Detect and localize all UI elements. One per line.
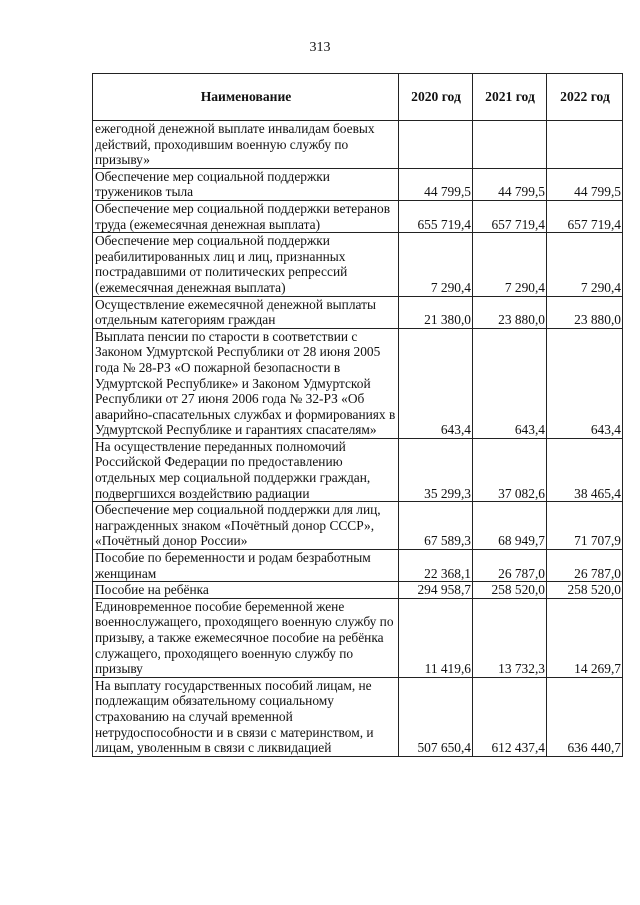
- value-2021: 37 082,6: [473, 438, 547, 501]
- value-2020: 44 799,5: [399, 168, 473, 200]
- value-2020: 655 719,4: [399, 200, 473, 232]
- value-2020: 67 589,3: [399, 502, 473, 550]
- value-2021: 44 799,5: [473, 168, 547, 200]
- value-2022: 657 719,4: [547, 200, 623, 232]
- value-2021: 13 732,3: [473, 598, 547, 677]
- value-2020: 35 299,3: [399, 438, 473, 501]
- value-2022: 14 269,7: [547, 598, 623, 677]
- column-header-2021: 2021 год: [473, 74, 547, 121]
- row-name: Пособие на ребёнка: [93, 582, 399, 599]
- budget-table: [92, 73, 623, 757]
- value-2020: 643,4: [399, 328, 473, 438]
- value-2020: [399, 121, 473, 169]
- table-row: [93, 677, 623, 756]
- table-row: [93, 296, 623, 328]
- table-row: [93, 328, 623, 438]
- page-number: 313: [309, 40, 331, 55]
- column-header-2020: 2020 год: [399, 74, 473, 121]
- row-name: На осуществление переданных полномочий Российской Федерации по предоставлению отдельных мер социальной поддержки граждан, подвергшихся воздействию радиации: [93, 438, 399, 501]
- table-header-row: [93, 74, 623, 121]
- value-2021: [473, 121, 547, 169]
- value-2021: 68 949,7: [473, 502, 547, 550]
- row-name: На выплату государственных пособий лицам, не подлежащим обязательному социальному страхованию на случай временной нетрудоспособности и в связи с материнством, и лицам, уволенным в связи с ликвидацией: [93, 677, 399, 756]
- value-2021: 657 719,4: [473, 200, 547, 232]
- value-2020: 507 650,4: [399, 677, 473, 756]
- table-row: [93, 168, 623, 200]
- value-2021: 23 880,0: [473, 296, 547, 328]
- value-2021: 26 787,0: [473, 550, 547, 582]
- row-name: Пособие по беременности и родам безработным женщинам: [93, 550, 399, 582]
- table-row: [93, 200, 623, 232]
- column-header-name: Наименование: [93, 74, 399, 121]
- value-2021: 643,4: [473, 328, 547, 438]
- value-2020: 21 380,0: [399, 296, 473, 328]
- value-2022: 44 799,5: [547, 168, 623, 200]
- table-row: [93, 582, 623, 599]
- row-name: Обеспечение мер социальной поддержки реабилитированных лиц и лиц, признанных пострадавшими от политических репрессий (ежемесячная денежная выплата): [93, 233, 399, 296]
- value-2022: 258 520,0: [547, 582, 623, 599]
- value-2021: 7 290,4: [473, 233, 547, 296]
- value-2020: 22 368,1: [399, 550, 473, 582]
- value-2020: 11 419,6: [399, 598, 473, 677]
- value-2022: 38 465,4: [547, 438, 623, 501]
- table-row: [93, 438, 623, 501]
- table-row: [93, 550, 623, 582]
- row-name: Обеспечение мер социальной поддержки для лиц, награжденных знаком «Почётный донор СССР», «Почётный донор России»: [93, 502, 399, 550]
- table-row: [93, 233, 623, 296]
- value-2022: 636 440,7: [547, 677, 623, 756]
- row-name: Обеспечение мер социальной поддержки тружеников тыла: [93, 168, 399, 200]
- table-row: [93, 598, 623, 677]
- row-name: Единовременное пособие беременной жене военнослужащего, проходящего военную службу по призыву, а также ежемесячное пособие на ребёнка служащего, проходящего военную службу по призыву: [93, 598, 399, 677]
- value-2022: 7 290,4: [547, 233, 623, 296]
- value-2022: 71 707,9: [547, 502, 623, 550]
- row-name: Осуществление ежемесячной денежной выплаты отдельным категориям граждан: [93, 296, 399, 328]
- table-row: [93, 121, 623, 169]
- value-2022: 643,4: [547, 328, 623, 438]
- value-2021: 612 437,4: [473, 677, 547, 756]
- row-name: Выплата пенсии по старости в соответствии с Законом Удмуртской Республики от 28 июня 2005 года № 28-РЗ «О пожарной безопасности в Удмуртской Республике» и Законом Удмуртской Республики от 27 июня 2006 года № 32-РЗ «Об аварийно-спасательных службах и формированиях в Удмуртской Республике и гарантиях спасателям»: [93, 328, 399, 438]
- row-name: ежегодной денежной выплате инвалидам боевых действий, проходившим военную службу по призыву»: [93, 121, 399, 169]
- row-name: Обеспечение мер социальной поддержки ветеранов труда (ежемесячная денежная выплата): [93, 200, 399, 232]
- table-row: [93, 502, 623, 550]
- value-2022: 26 787,0: [547, 550, 623, 582]
- value-2021: 258 520,0: [473, 582, 547, 599]
- value-2022: 23 880,0: [547, 296, 623, 328]
- value-2022: [547, 121, 623, 169]
- column-header-2022: 2022 год: [547, 74, 623, 121]
- value-2020: 294 958,7: [399, 582, 473, 599]
- value-2020: 7 290,4: [399, 233, 473, 296]
